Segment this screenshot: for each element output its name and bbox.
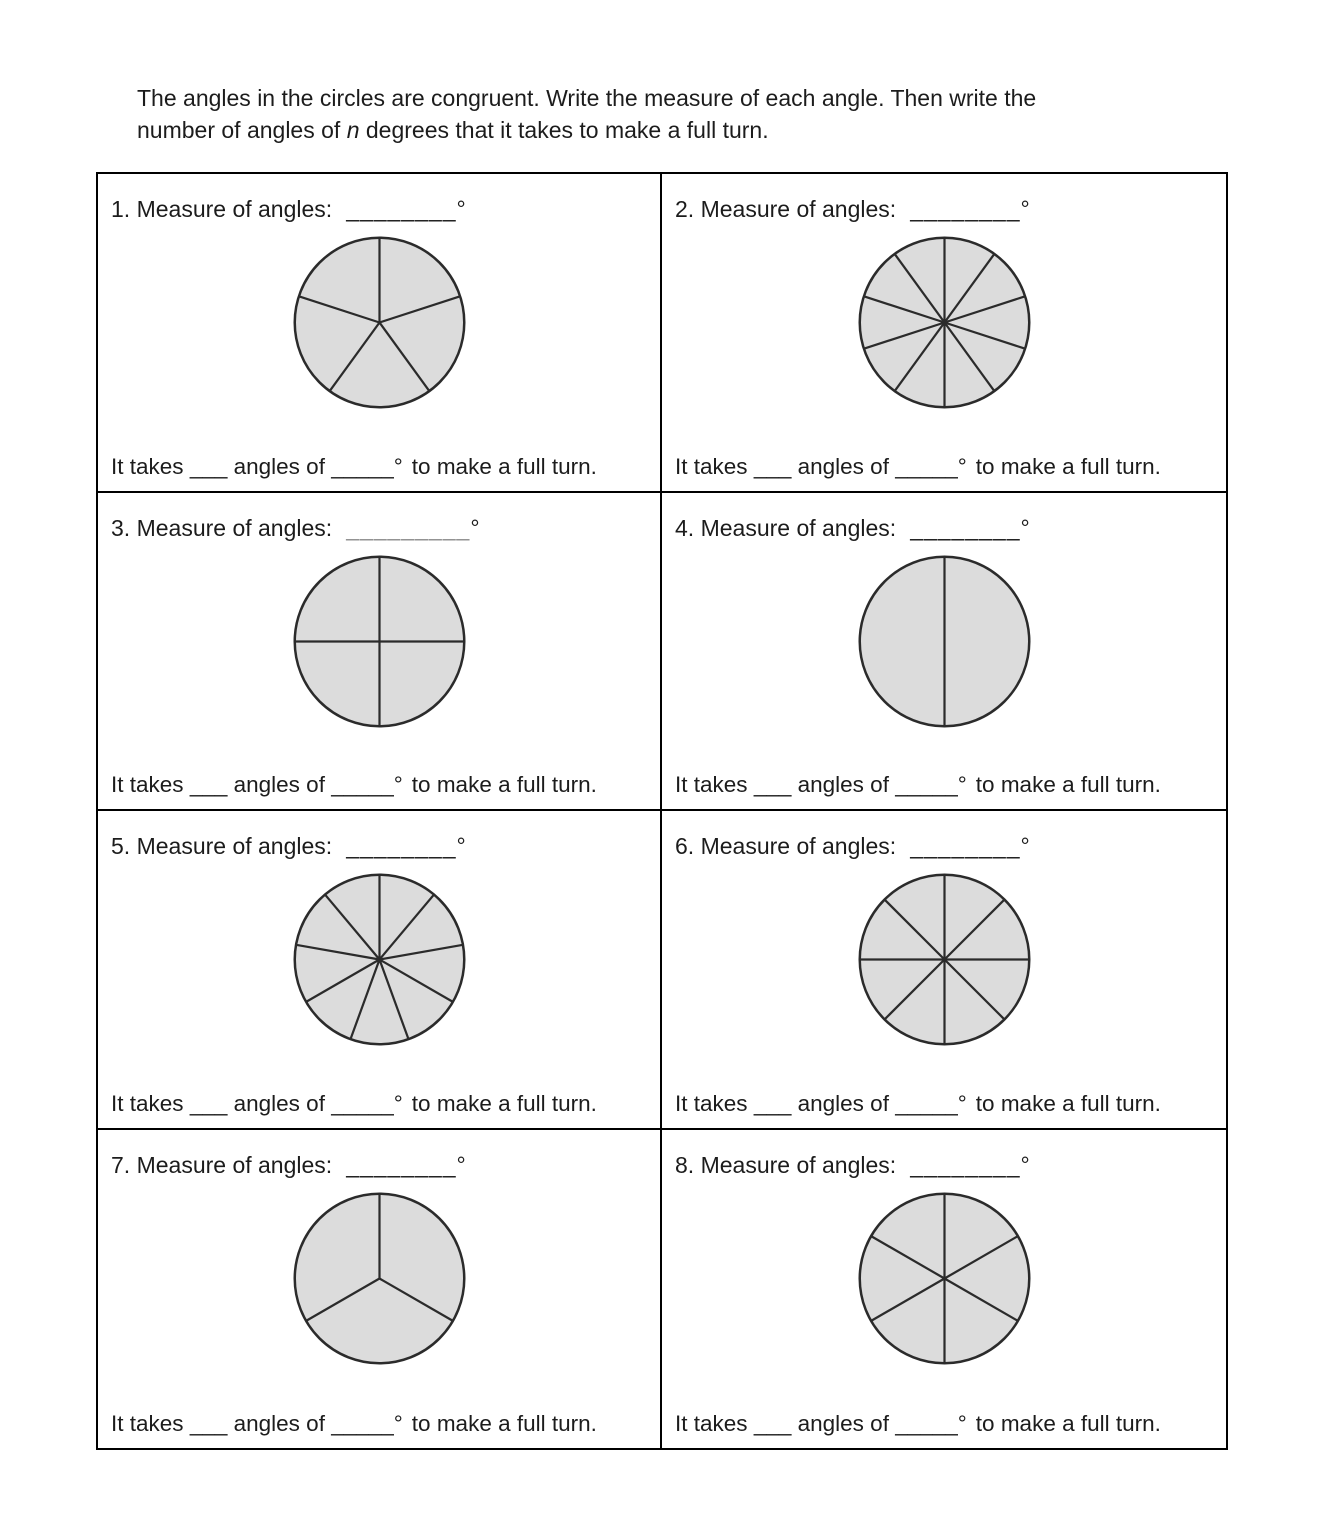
prompt-label: 6. Measure of angles: (675, 833, 897, 859)
takes-blank-count: ___ (189, 772, 228, 797)
cell-4 (662, 493, 1226, 812)
takes-prefix: It takes (675, 1090, 748, 1116)
takes-blank-count: ___ (189, 1411, 228, 1436)
circle-wrap (111, 861, 648, 1090)
degree-symbol: ° (957, 1411, 967, 1436)
takes-blank-count: ___ (189, 1090, 228, 1116)
takes-suffix: to make a full turn. (411, 453, 597, 479)
takes-suffix: to make a full turn. (411, 1090, 597, 1116)
takes-blank-count: ___ (753, 453, 792, 479)
takes-line (675, 1090, 1214, 1118)
prompt-label: 5. Measure of angles: (111, 833, 333, 859)
takes-prefix: It takes (675, 453, 748, 479)
circle-wrap (111, 543, 648, 772)
answer-blank: ________ (910, 1151, 1021, 1178)
takes-blank-degrees: _____ (895, 772, 958, 797)
instructions-line1: The angles in the circles are congruent. Write the measure of each angle. Then write the (137, 85, 1037, 111)
instructions (137, 82, 1197, 146)
prompt-label: 1. Measure of angles: (111, 196, 333, 222)
prompt (111, 513, 648, 543)
answer-blank: ________ (346, 196, 457, 222)
degree-symbol: ° (456, 833, 466, 859)
takes-middle: angles of (797, 772, 889, 797)
takes-line (111, 771, 648, 799)
takes-blank-count: ___ (753, 1090, 792, 1116)
instructions-line2: number of angles of n degrees that it takes to make a full turn. (137, 117, 769, 143)
sector-circle (288, 231, 471, 414)
degree-symbol: ° (957, 772, 967, 797)
takes-middle: angles of (797, 1411, 889, 1436)
prompt (675, 1150, 1214, 1180)
cell-3 (98, 493, 662, 812)
cell-2 (662, 174, 1226, 493)
cell-5 (98, 811, 662, 1130)
sector-circle (288, 550, 471, 733)
takes-middle: angles of (233, 453, 325, 479)
degree-symbol: ° (1020, 1151, 1030, 1178)
takes-line (111, 453, 648, 481)
takes-prefix: It takes (675, 772, 748, 797)
takes-middle: angles of (233, 1411, 325, 1436)
takes-blank-degrees: _____ (895, 453, 958, 479)
takes-prefix: It takes (111, 1090, 184, 1116)
takes-suffix: to make a full turn. (975, 1411, 1161, 1436)
degree-symbol: ° (957, 1090, 967, 1116)
prompt-label: 8. Measure of angles: (675, 1151, 897, 1178)
takes-suffix: to make a full turn. (975, 453, 1161, 479)
takes-blank-degrees: _____ (331, 453, 394, 479)
circle-wrap (675, 224, 1214, 453)
takes-prefix: It takes (111, 453, 184, 479)
takes-line (111, 1410, 648, 1438)
degree-symbol: ° (1020, 196, 1030, 222)
cell-6 (662, 811, 1226, 1130)
cell-1 (98, 174, 662, 493)
answer-blank: ________ (346, 1151, 457, 1178)
circle-wrap (675, 1180, 1214, 1411)
degree-symbol: ° (957, 453, 967, 479)
takes-suffix: to make a full turn. (975, 1090, 1161, 1116)
sector-circle (853, 868, 1036, 1051)
degree-symbol: ° (1020, 514, 1030, 541)
takes-blank-degrees: _____ (895, 1411, 958, 1436)
variable-n: n (346, 117, 360, 143)
takes-line (675, 453, 1214, 481)
takes-prefix: It takes (111, 1411, 184, 1436)
takes-middle: angles of (233, 772, 325, 797)
prompt (111, 194, 648, 224)
answer-blank: ________ (910, 196, 1021, 222)
prompt (675, 194, 1214, 224)
circle-wrap (675, 861, 1214, 1090)
prompt-label: 3. Measure of angles: (111, 514, 333, 541)
degree-symbol: ° (393, 453, 403, 479)
takes-middle: angles of (797, 453, 889, 479)
prompt-label: 4. Measure of angles: (675, 514, 897, 541)
takes-suffix: to make a full turn. (411, 772, 597, 797)
takes-line (111, 1090, 648, 1118)
worksheet-table (96, 172, 1228, 1450)
takes-blank-degrees: _____ (331, 772, 394, 797)
sector-circle (288, 868, 471, 1051)
prompt (111, 831, 648, 861)
prompt-label: 2. Measure of angles: (675, 196, 897, 222)
answer-blank: ________ (346, 833, 457, 859)
degree-symbol: ° (456, 196, 466, 222)
prompt (111, 1150, 648, 1180)
sector-circle (853, 550, 1036, 733)
takes-blank-count: ___ (753, 1411, 792, 1436)
prompt (675, 513, 1214, 543)
degree-symbol: ° (393, 1411, 403, 1436)
answer-blank: ________ (910, 833, 1021, 859)
cell-8 (662, 1130, 1226, 1449)
circle-wrap (111, 224, 648, 453)
degree-symbol: ° (393, 772, 403, 797)
cell-7 (98, 1130, 662, 1449)
prompt (675, 831, 1214, 861)
takes-prefix: It takes (675, 1411, 748, 1436)
degree-symbol: ° (1020, 833, 1030, 859)
sector-circle (853, 231, 1036, 414)
takes-line (675, 771, 1214, 799)
takes-blank-degrees: _____ (331, 1090, 394, 1116)
takes-prefix: It takes (111, 772, 184, 797)
circle-wrap (111, 1180, 648, 1411)
sector-circle (288, 1187, 471, 1370)
takes-line (675, 1410, 1214, 1438)
answer-blank: _________ (346, 514, 471, 541)
takes-blank-degrees: _____ (331, 1411, 394, 1436)
takes-middle: angles of (797, 1090, 889, 1116)
takes-blank-count: ___ (753, 772, 792, 797)
degree-symbol: ° (456, 1151, 466, 1178)
takes-blank-degrees: _____ (895, 1090, 958, 1116)
takes-middle: angles of (233, 1090, 325, 1116)
answer-blank: ________ (910, 514, 1021, 541)
circle-wrap (675, 543, 1214, 772)
degree-symbol: ° (393, 1090, 403, 1116)
sector-circle (853, 1187, 1036, 1370)
takes-suffix: to make a full turn. (975, 772, 1161, 797)
prompt-label: 7. Measure of angles: (111, 1151, 333, 1178)
takes-suffix: to make a full turn. (411, 1411, 597, 1436)
takes-blank-count: ___ (189, 453, 228, 479)
degree-symbol: ° (470, 514, 480, 541)
